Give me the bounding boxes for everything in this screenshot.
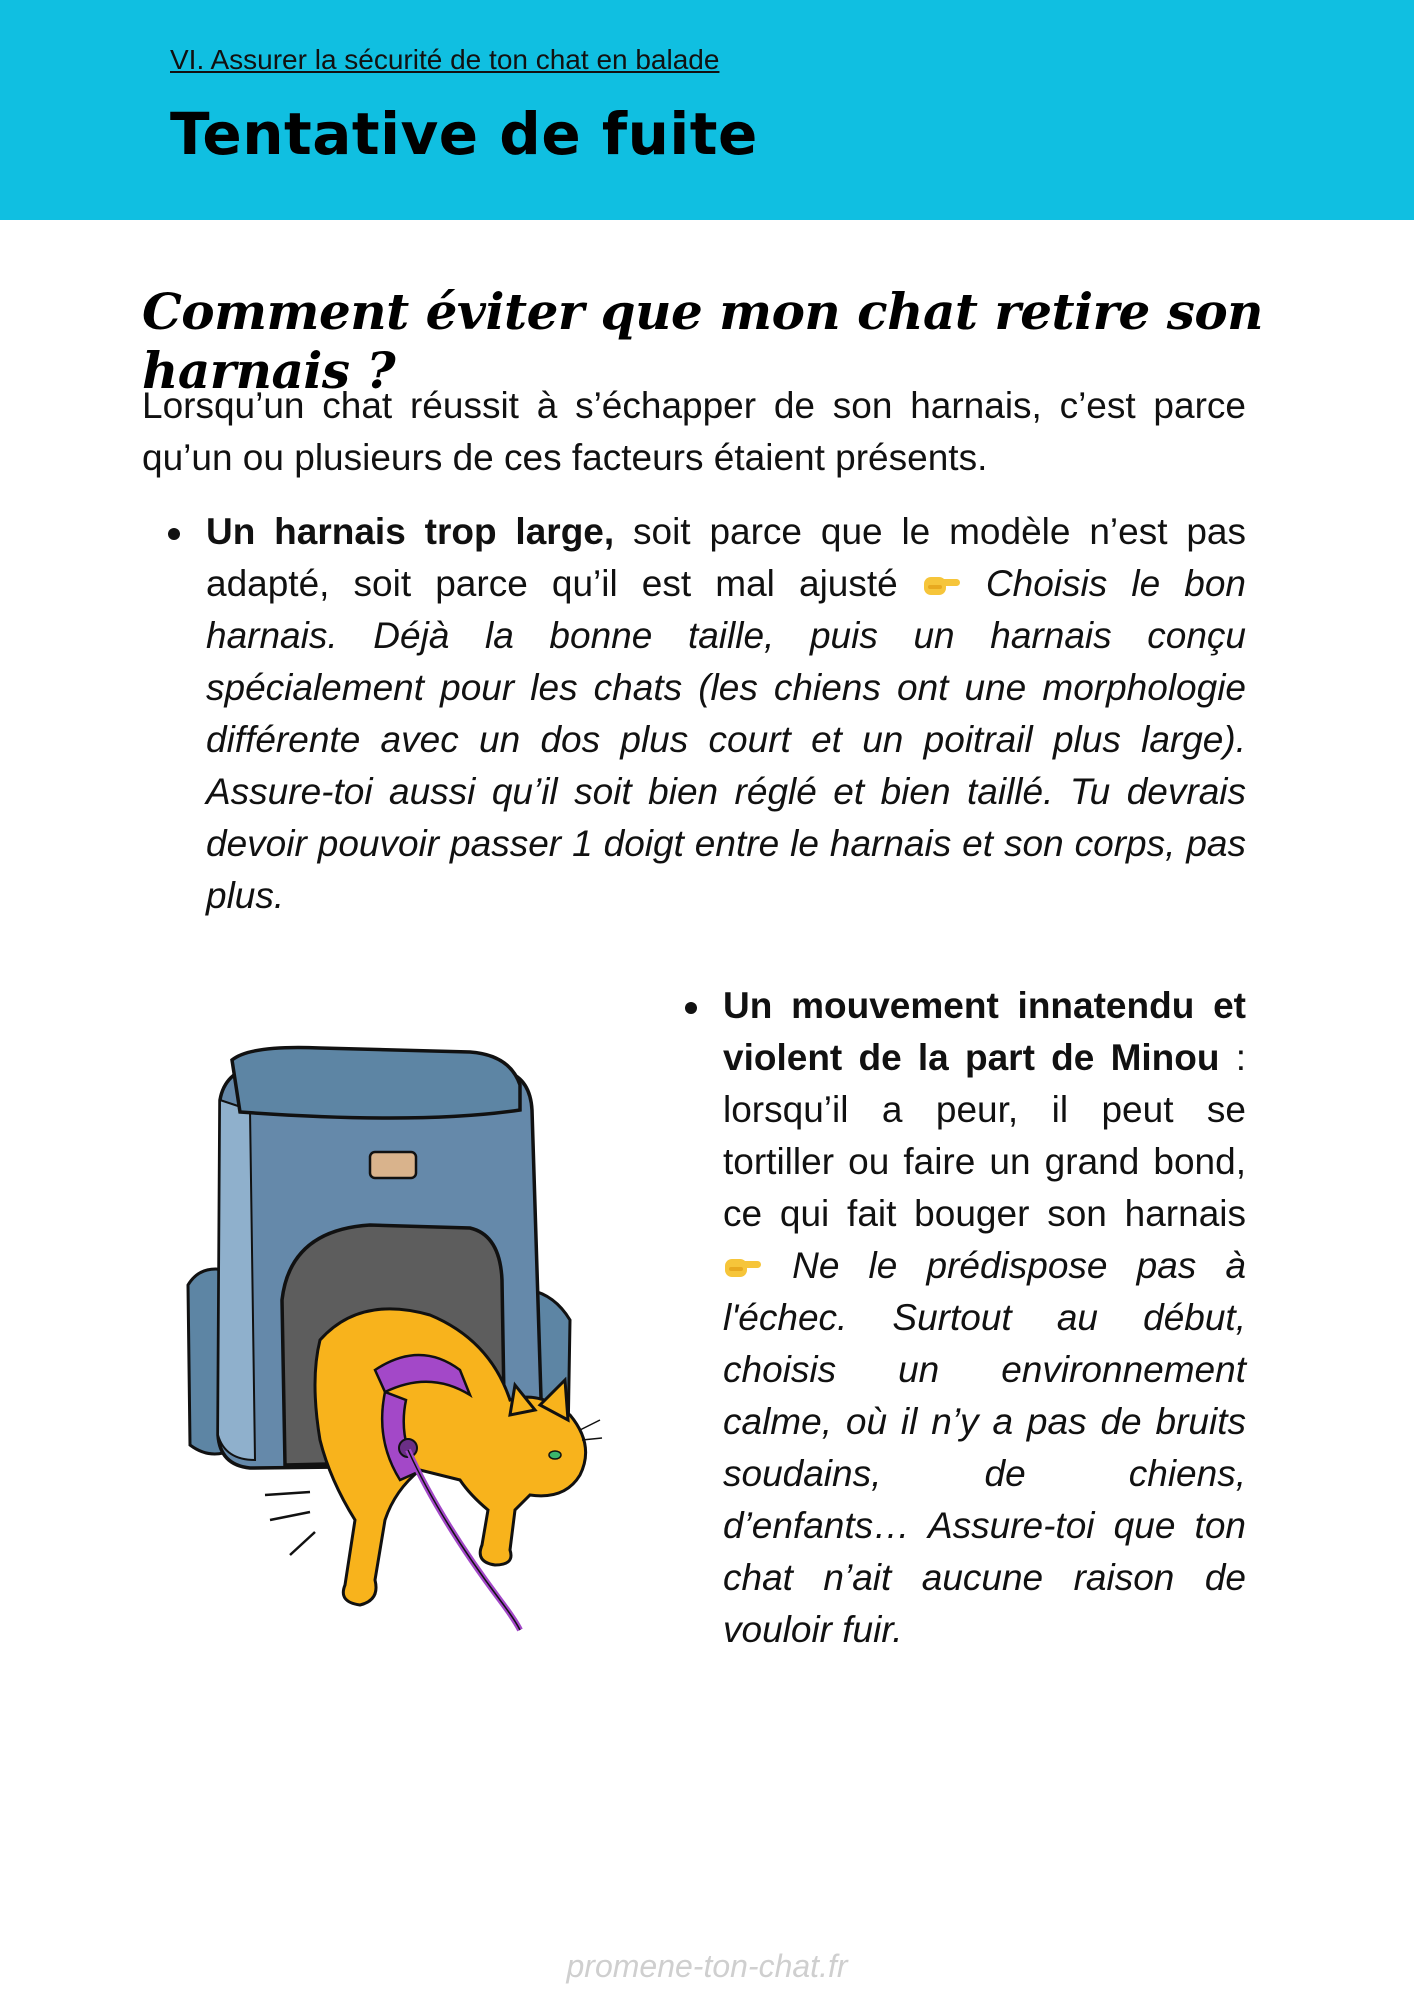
list-item-advice: Ne le prédispose pas à l'échec. Surtout au début, choisis un environnement calme, où il n’y a pas de bruits soudains, de chiens, d’enfants… Assure-toi que ton chat n’ait aucune raison de vouloir fuir. [723, 1245, 1246, 1650]
intro-paragraph: Lorsqu’un chat réussit à s’échapper de son harnais, c’est parce qu’un ou plusieurs de ces facteurs étaient présents. [142, 385, 1246, 478]
list-item [206, 506, 1246, 922]
pointing-hand-icon [723, 1253, 763, 1281]
breadcrumb[interactable]: VI. Assurer la sécurité de ton chat en balade [170, 44, 720, 75]
list-item-advice: Choisis le bon harnais. Déjà la bonne taille, puis un harnais conçu spécialement pour les chats (les chiens ont une morphologie différente avec un dos plus court et un poitrail plus large). Assure-toi aussi qu’il soit bien réglé et bien taillé. Tu devrais devoir pouvoir passer 1 doigt entre le harnais et son corps, pas plus. [206, 563, 1246, 916]
footer-site-url[interactable]: promene-ton-chat.fr [566, 1948, 848, 1984]
section-heading: Comment éviter que mon chat retire son harnais ? [142, 282, 1264, 400]
cat-backpack-illustration [170, 1040, 630, 1660]
bullet-dot [168, 528, 180, 540]
page-title: Tentative de fuite [170, 100, 758, 168]
pointing-hand-icon [922, 571, 962, 599]
list-item-text: soit parce que le modèle n’est pas adapté, soit parce qu’il est mal ajusté [206, 511, 1246, 604]
list-item [723, 980, 1246, 1656]
bullet-dot [685, 1002, 697, 1014]
list-item-text: : lorsqu’il a peur, il peut se tortiller ou faire un grand bond, ce qui fait bouger son harnais [723, 1037, 1247, 1234]
list-item-bold: Un harnais trop large, [206, 511, 615, 552]
list-item-bold: Un mouvement innatendu et violent de la part de Minou [723, 985, 1246, 1078]
header-banner [0, 0, 1414, 220]
